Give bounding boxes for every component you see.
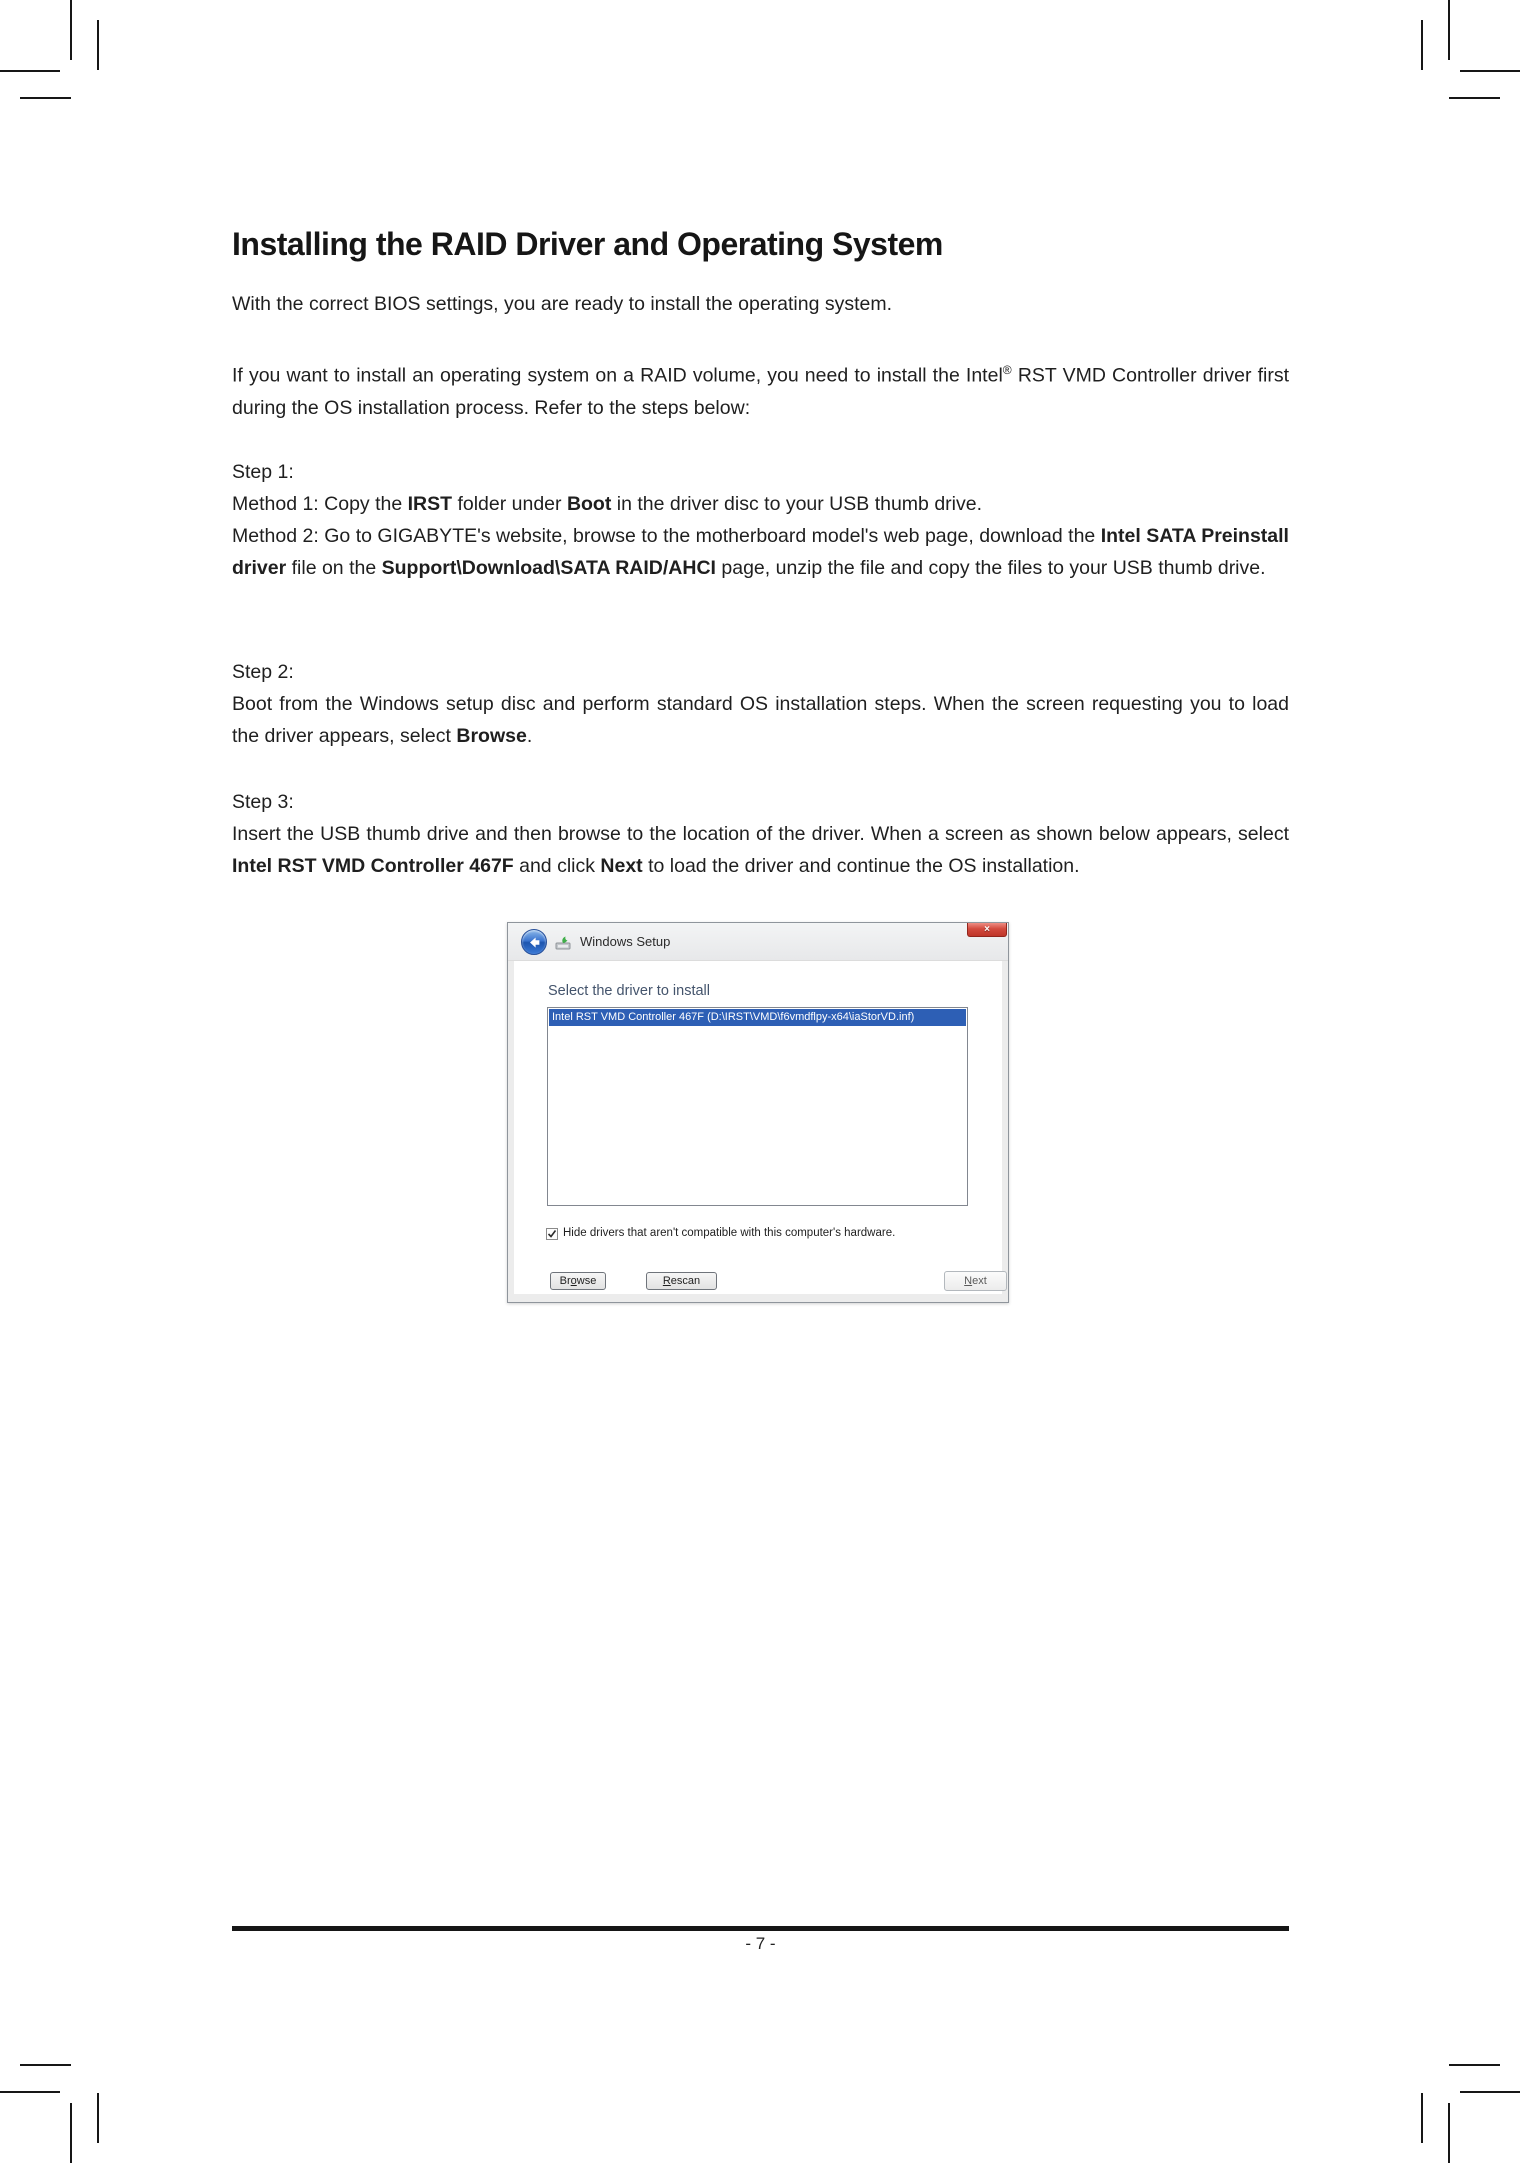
next-button[interactable]: Next: [944, 1271, 1007, 1291]
crop-mark: [0, 70, 60, 72]
step-3-body: Insert the USB thumb drive and then browse to the location of the driver. When a screen as shown below appears, select Intel RST VMD Controller 467F and click Next to load the driver and continue the OS installation.: [232, 823, 1289, 877]
page-number: - 7 -: [745, 1934, 776, 1953]
windows-setup-dialog: [507, 922, 1009, 1303]
crop-mark: [0, 2091, 60, 2093]
step-1-heading: Step 1:: [232, 461, 294, 483]
hide-drivers-row: [546, 1227, 895, 1240]
browse-button[interactable]: Browse: [550, 1272, 606, 1290]
page-title: Installing the RAID Driver and Operating System: [232, 226, 943, 262]
step-3-heading: Step 3:: [232, 791, 294, 813]
crop-mark: [70, 2103, 72, 2163]
close-icon: ×: [984, 924, 990, 935]
dialog-heading: Select the driver to install: [548, 983, 710, 999]
crop-mark: [1449, 97, 1500, 99]
rescan-button[interactable]: Rescan: [646, 1272, 717, 1290]
step-1-section: [232, 456, 1289, 584]
hide-drivers-checkbox[interactable]: [546, 1228, 558, 1240]
crop-mark: [97, 2093, 99, 2143]
dialog-title: Windows Setup: [580, 934, 671, 949]
hide-drivers-label: Hide drivers that aren't compatible with this computer's hardware.: [563, 1227, 896, 1239]
step-2-body: Boot from the Windows setup disc and perform standard OS installation steps. When the screen requesting you to load the driver appears, select Browse.: [232, 693, 1289, 747]
crop-mark: [1460, 70, 1520, 72]
crop-mark: [70, 0, 72, 60]
driver-list-item-selected[interactable]: Intel RST VMD Controller 467F (D:\IRST\VMD\f6vmdflpy-x64\iaStorVD.inf): [549, 1009, 966, 1026]
step-1-method-2: Method 2: Go to GIGABYTE's website, browse to the motherboard model's web page, download the Intel SATA Preinstall driver file on the Support\Download\SATA RAID/AHCI page, unzip the file and copy the files to your USB thumb drive.: [232, 525, 1289, 579]
intro-paragraph-2: If you want to install an operating system on a RAID volume, you need to install the Intel® RST VMD Controller driver first during the OS installation process. Refer to the steps below:: [232, 363, 1289, 419]
windows-setup-icon: [555, 935, 572, 951]
crop-mark: [20, 97, 71, 99]
step-2-heading: Step 2:: [232, 661, 294, 683]
footer-rule: [232, 1926, 1289, 1931]
crop-mark: [1449, 2064, 1500, 2066]
driver-list[interactable]: [547, 1007, 968, 1206]
check-icon: [547, 1229, 557, 1239]
crop-mark: [1448, 0, 1450, 60]
back-arrow-icon: [527, 935, 542, 950]
crop-mark: [1421, 2093, 1423, 2143]
crop-mark: [1448, 2103, 1450, 2163]
intro-paragraph-1: With the correct BIOS settings, you are ready to install the operating system.: [232, 293, 893, 315]
back-button[interactable]: [521, 929, 547, 955]
step-1-method-1: Method 1: Copy the IRST folder under Boot in the driver disc to your USB thumb drive.: [232, 493, 982, 515]
crop-mark: [1421, 20, 1423, 70]
close-button[interactable]: [967, 923, 1007, 937]
step-3-section: [232, 786, 1289, 882]
crop-mark: [20, 2064, 71, 2066]
crop-mark: [1460, 2091, 1520, 2093]
step-2-section: [232, 656, 1289, 752]
dialog-titlebar: [508, 923, 1008, 961]
crop-mark: [97, 20, 99, 70]
